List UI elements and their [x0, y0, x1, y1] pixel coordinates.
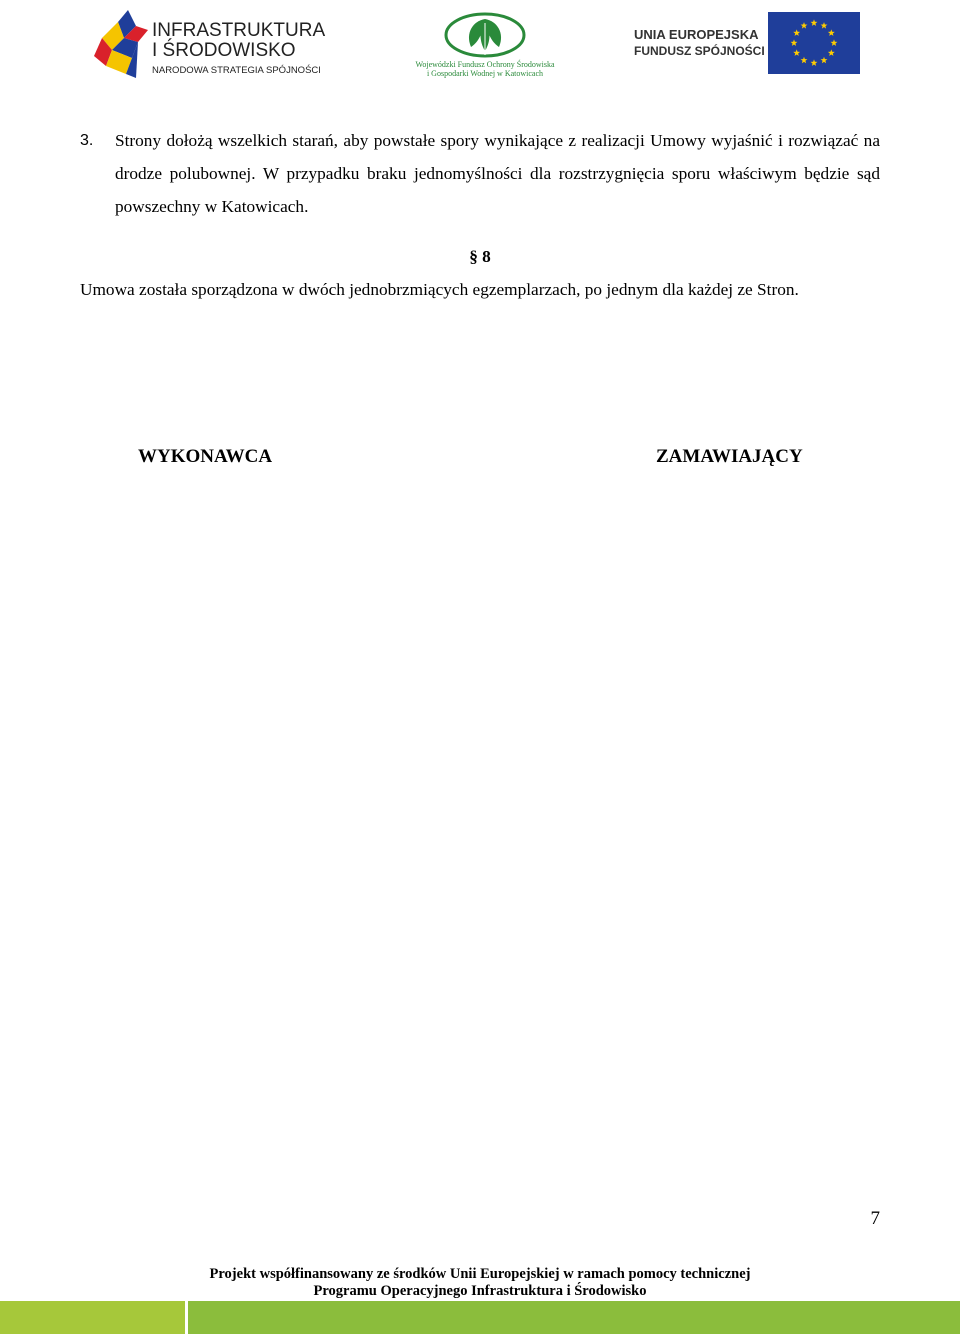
header-logos [0, 0, 960, 90]
footer-bar [0, 1301, 960, 1334]
footer-line2: Programu Operacyjnego Infrastruktura i Środowisko [313, 1283, 647, 1299]
footer-line1: Projekt współfinansowany ze środków Unii Europejskiej w ramach pomocy technicznej [209, 1266, 751, 1282]
infrastruktura-logo [92, 8, 326, 80]
logo-text-line1: INFRASTRUKTURA [152, 20, 326, 41]
signature-contractor: WYKONAWCA [138, 446, 273, 467]
wfosigw-logo [405, 8, 565, 83]
eu-flag-icon [768, 12, 860, 74]
clause-item-3 [80, 124, 880, 223]
eu-star-icon [828, 29, 835, 36]
document-body [80, 124, 880, 306]
eu-star-icon [801, 22, 808, 29]
wfosigw-text-line2: i Gospodarki Wodnej w Katowicach [426, 69, 544, 78]
clause-number: 3. [80, 132, 94, 149]
eu-star-icon [811, 59, 818, 66]
footer-bar-segment-dark [188, 1301, 960, 1334]
eu-star-icon [831, 39, 838, 46]
footer [0, 1266, 960, 1300]
section-8-text: Umowa została sporządzona w dwóch jednobrzmiących egzemplarzach, po jednym dla każdej ze Stron. [80, 280, 799, 299]
eu-star-icon [811, 19, 818, 26]
eu-star-icon [793, 49, 800, 56]
eu-star-icon [821, 57, 828, 64]
infrastruktura-emblem-icon [92, 8, 150, 80]
wfosigw-text-line1: Wojewódzki Fundusz Ochrony Środowiska [415, 60, 555, 69]
eu-star-icon [801, 57, 808, 64]
eu-star-icon [828, 49, 835, 56]
leaf-emblem-icon [443, 11, 527, 59]
footer-bar-segment-light [0, 1301, 185, 1334]
section-heading: § 8 [469, 247, 491, 266]
eu-star-icon [821, 22, 828, 29]
eu-text-line2: FUNDUSZ SPÓJNOŚCI [634, 44, 765, 58]
signature-ordering-party: ZAMAWIAJĄCY [656, 446, 803, 467]
eu-star-icon [791, 39, 798, 46]
eu-star-icon [793, 29, 800, 36]
clause-text: Strony dołożą wszelkich starań, aby powstałe spory wynikające z realizacji Umowy wyjaśnić i rozwiązać na drodze polubownej. W przypadku braku jednomyślności dla rozstrzygnięcia sporu właściwym będzie sąd powszechny w Katowicach. [115, 131, 880, 216]
page-number: 7 [870, 1208, 880, 1229]
logo-text-line3: NARODOWA STRATEGIA SPÓJNOŚCI [152, 65, 321, 76]
eu-logo [630, 12, 865, 76]
logo-text-line2: I ŚRODOWISKO [152, 40, 296, 61]
eu-text-line1: UNIA EUROPEJSKA [634, 27, 759, 42]
